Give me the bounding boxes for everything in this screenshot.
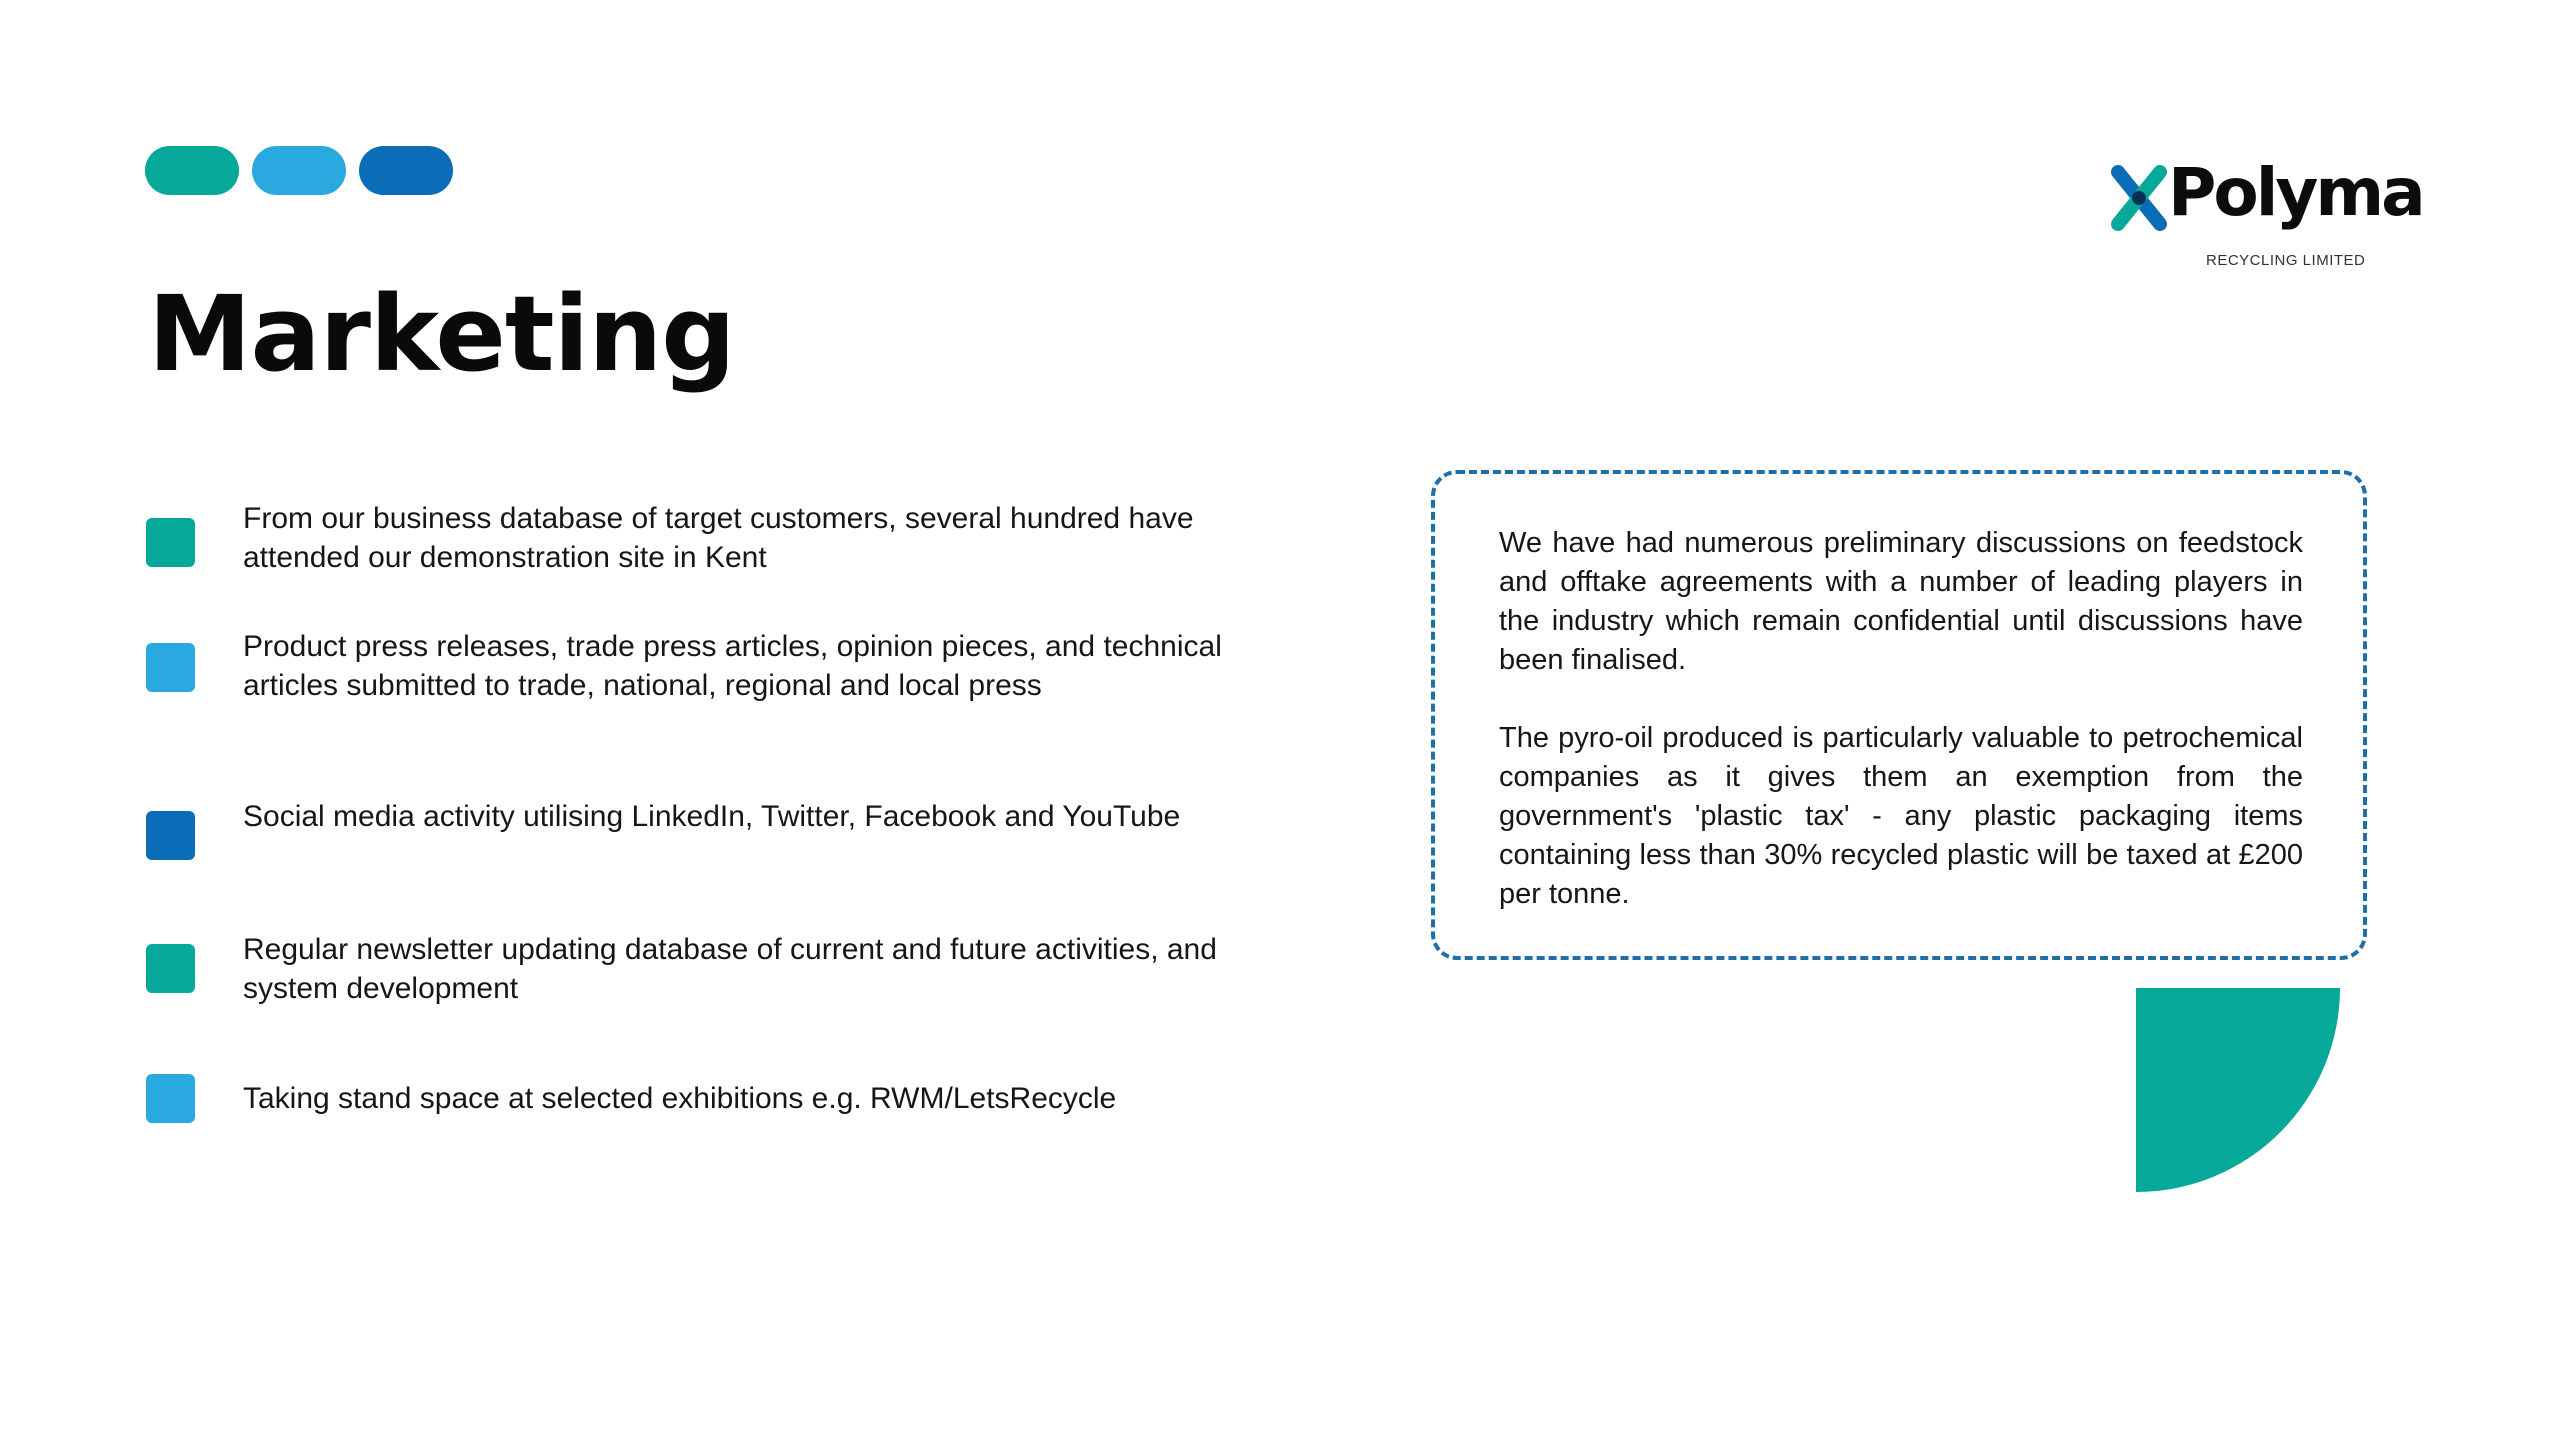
pill-blue <box>359 146 453 195</box>
bullet-text: Regular newsletter updating database of current and future activities, and system development <box>243 933 1217 1005</box>
page-title: Marketing <box>148 273 735 395</box>
pill-sky <box>252 146 346 195</box>
bullet-text: From our business database of target customers, several hundred have attended our demonstration site in Kent <box>243 502 1194 574</box>
bullet-text: Product press releases, trade press articles, opinion pieces, and technical articles submitted to trade, national, regional and local press <box>243 630 1222 702</box>
bullet-square <box>146 1074 195 1123</box>
x-logo-icon <box>2108 164 2170 232</box>
callout-paragraph-2: The pyro-oil produced is particularly valuable to petrochemical companies as it gives them an exemption from the government's 'plastic tax' - any plastic packaging items containing less than 30% recycled plastic will be taxed at £200 per tonne. <box>1499 722 2303 910</box>
bullet-square <box>146 518 195 567</box>
bullet-text: Social media activity utilising LinkedIn, Twitter, Facebook and YouTube <box>243 800 1181 833</box>
decorative-pills <box>145 146 453 195</box>
pill-teal <box>145 146 239 195</box>
logo-subtitle: RECYCLING LIMITED <box>2206 252 2366 269</box>
company-logo <box>2108 154 2428 280</box>
info-callout-box <box>1431 470 2367 960</box>
bullet-square <box>146 811 195 860</box>
bullet-text: Taking stand space at selected exhibitions e.g. RWM/LetsRecycle <box>243 1082 1117 1115</box>
bullet-square <box>146 944 195 993</box>
bullet-square <box>146 643 195 692</box>
callout-paragraph-1: We have had numerous preliminary discussions on feedstock and offtake agreements with a number of leading players in the industry which remain confidential until discussions have been finalised. <box>1499 527 2303 676</box>
logo-wordmark: Polyma <box>2168 154 2423 231</box>
decorative-quarter-circle <box>2136 988 2340 1192</box>
